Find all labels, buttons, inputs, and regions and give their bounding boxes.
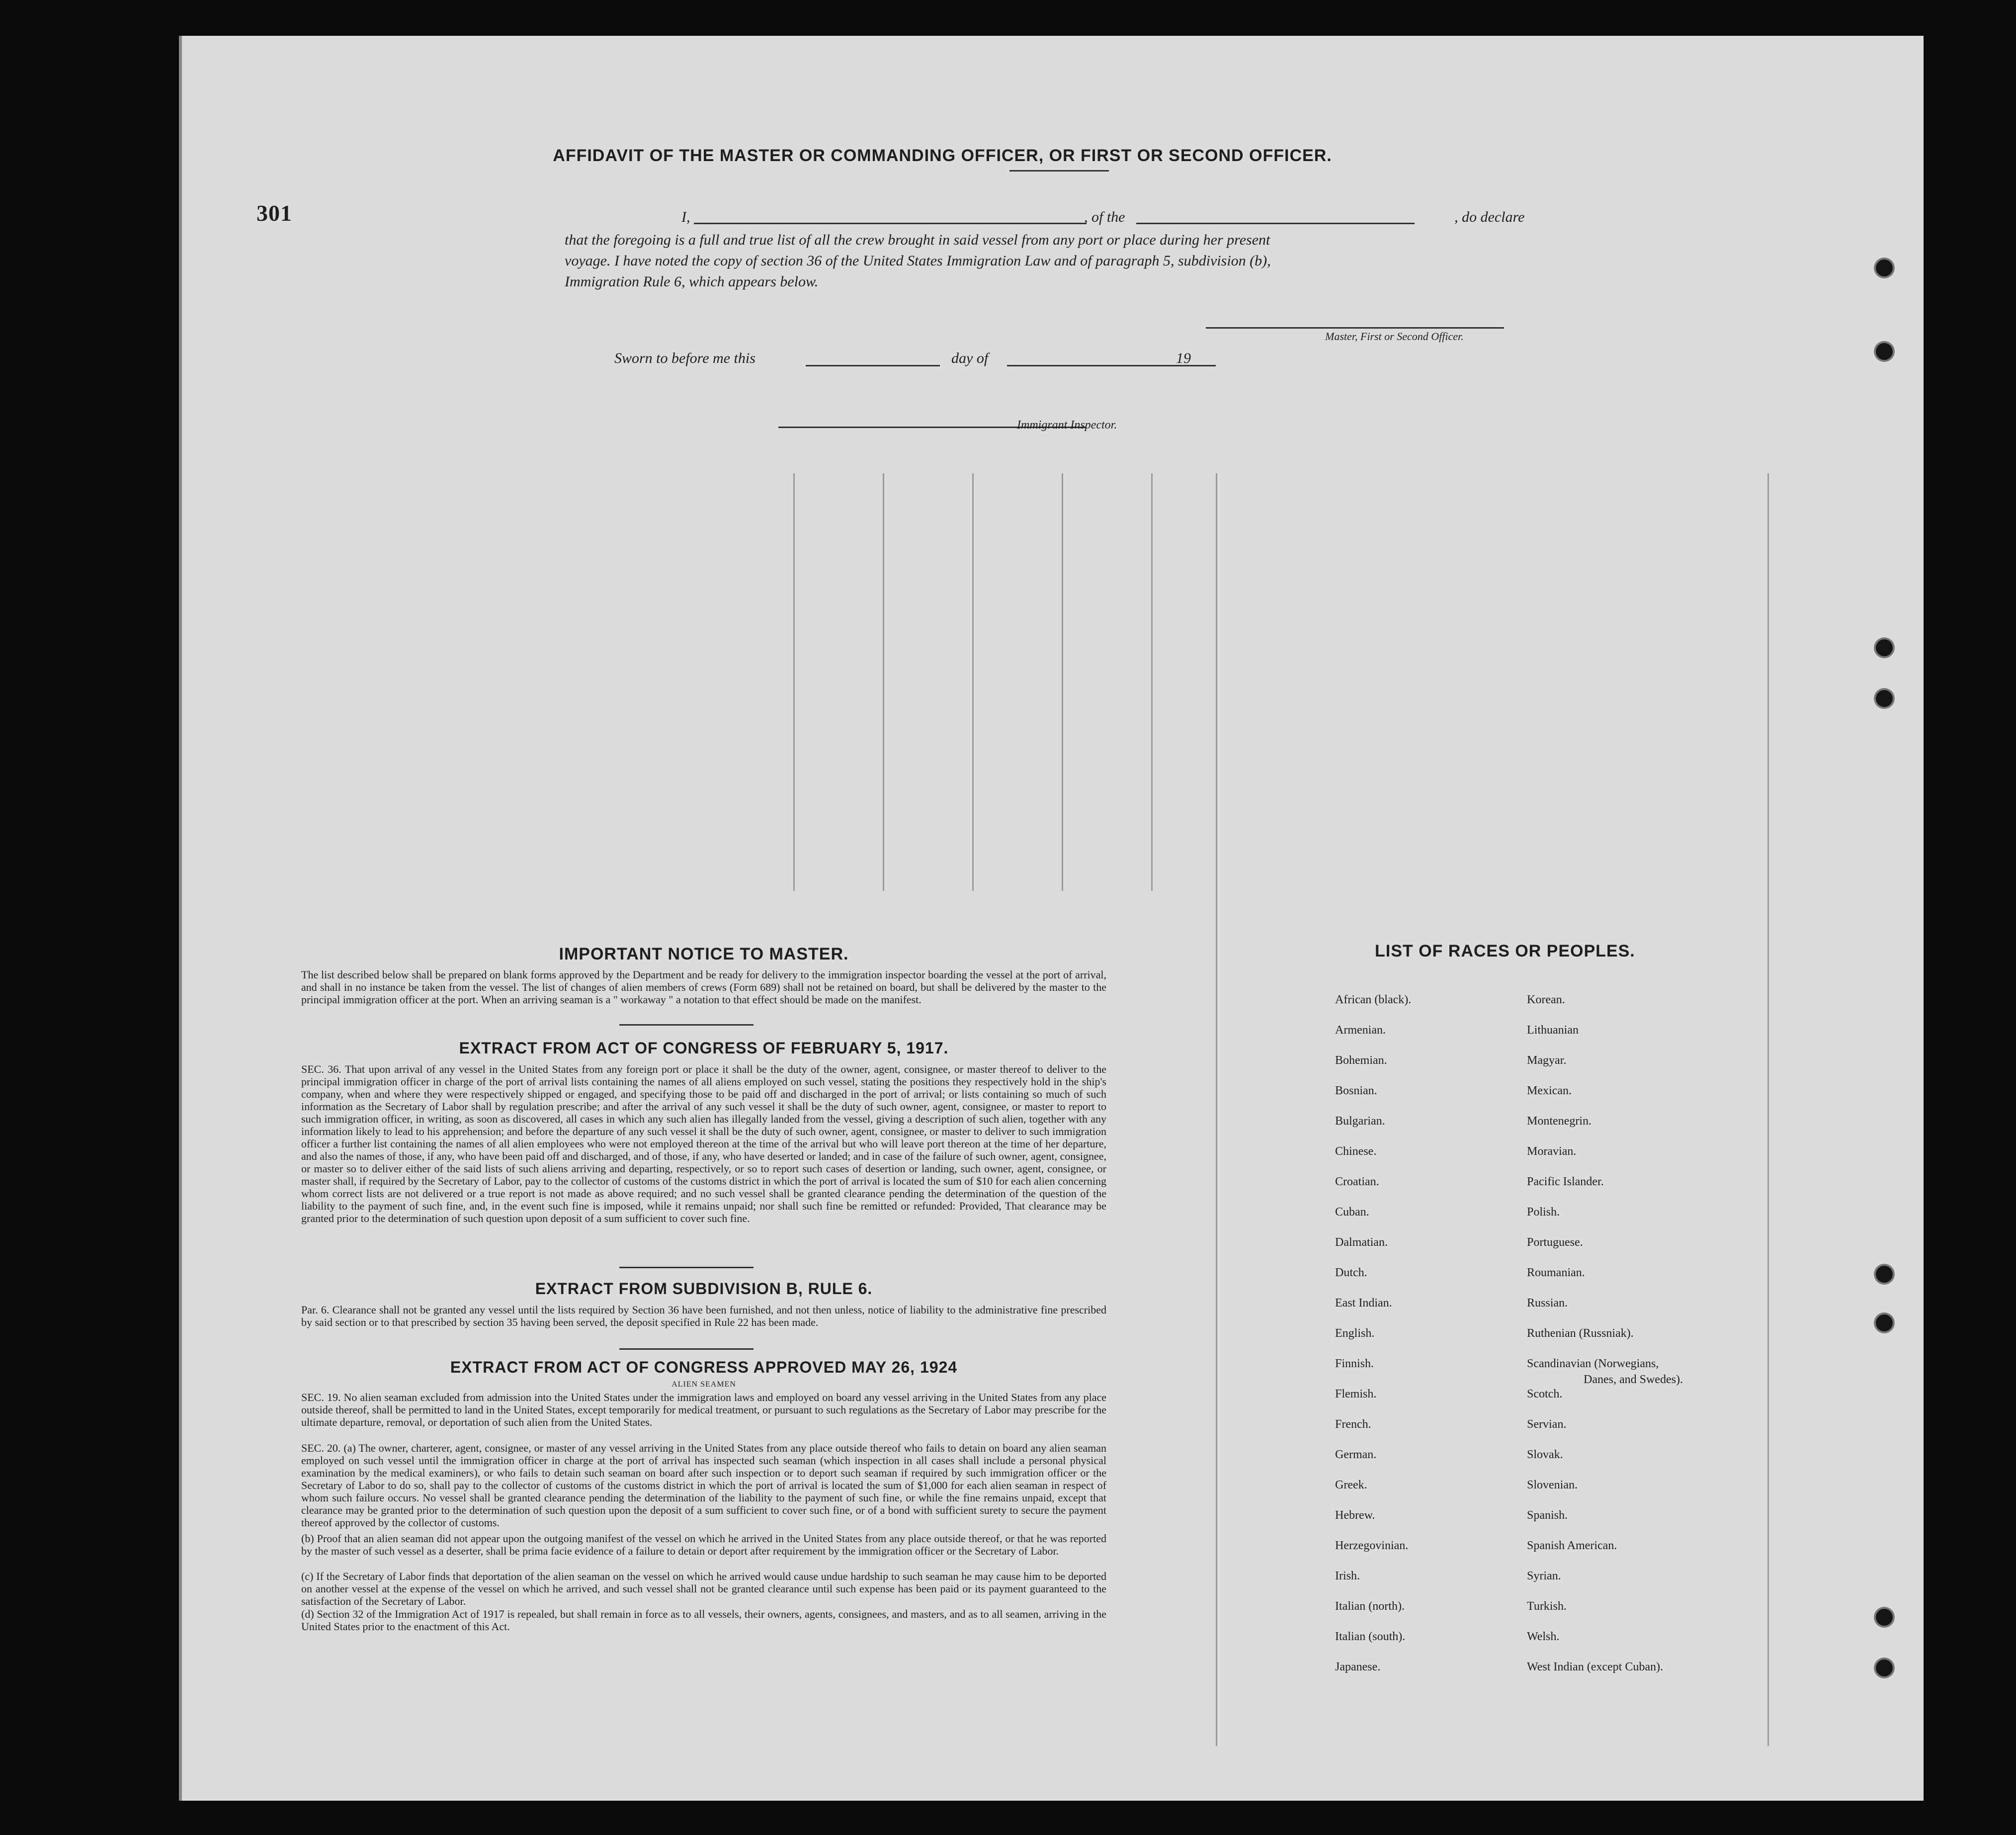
race-item: Italian (north).	[1335, 1600, 1405, 1613]
race-item: Russian.	[1527, 1297, 1568, 1310]
race-item: Finnish.	[1335, 1357, 1374, 1370]
inspector-caption: Immigrant Inspector.	[1017, 419, 1117, 432]
extract-1924-sec19: SEC. 19. No alien seaman excluded from admission into the United States under the immigration laws and employed on board any vessel arriving in the United States from any place outside thereof, shall be permitted to land in the United States, except temporarily for medical treatment, or pursuant to such regulations as the Secretary of Labor may prescribe for the ultimate departure, removal, or deportation of such alien from the United States.	[301, 1391, 1106, 1428]
race-item: Bosnian.	[1335, 1084, 1377, 1097]
race-item: Slovenian.	[1527, 1479, 1578, 1491]
binder-hole	[1876, 1266, 1893, 1283]
column-rule	[972, 473, 974, 891]
races-title: LIST OF RACES OR PEOPLES.	[1375, 942, 1635, 961]
column-rule	[1151, 473, 1153, 891]
extract-rule6-text: Par. 6. Clearance shall not be granted any vessel until the lists required by Section 36 have been furnished, and not then unless, notice of liability to the administrative fine prescribed by said section or to that prescribed by section 35 having been served, the deposit specified in Rule 22 has been made.	[301, 1304, 1106, 1328]
column-rule	[793, 473, 795, 891]
race-item: English.	[1335, 1327, 1375, 1340]
race-item: Italian (south).	[1335, 1630, 1406, 1643]
race-item: Mexican.	[1527, 1084, 1572, 1097]
binder-hole	[1876, 260, 1893, 276]
binder-hole	[1876, 1660, 1893, 1676]
race-item-continuation: Danes, and Swedes).	[1584, 1373, 1683, 1386]
vessel-name-line	[1136, 223, 1415, 224]
binder-hole	[1876, 1314, 1893, 1331]
extract-1924-sec20d: (d) Section 32 of the Immigration Act of 1917 is repealed, but shall remain in force as to all vessels, their owners, agents, consignees, and masters, and as to all seamen, arriving in the United States prior to the enactment of this Act.	[301, 1608, 1106, 1633]
race-item: Armenian.	[1335, 1024, 1386, 1037]
sworn-prefix: Sworn to before me this	[614, 350, 756, 366]
race-item: Roumanian.	[1527, 1266, 1585, 1279]
race-item: West Indian (except Cuban).	[1527, 1660, 1663, 1673]
extract-1924-sec20c: (c) If the Secretary of Labor finds that deportation of the alien seaman on the vessel on which he arrived would cause undue hardship to such seaman he may cause him to be deported on another vessel at the expense of the vessel on which he arrived, and such vessel shall not be granted clearance until such expense has been paid or its payment guaranteed to the satisfaction of the Secretary of Labor.	[301, 1570, 1106, 1607]
extract-1924-subtitle: ALIEN SEAMEN	[672, 1380, 736, 1389]
race-item: Servian.	[1527, 1418, 1567, 1431]
sworn-year: 19	[1176, 350, 1191, 366]
race-item: Irish.	[1335, 1570, 1360, 1582]
affidavit-line-3: voyage. I have noted the copy of section 36 of the United States Immigration Law and of paragraph 5, subdivision (b),	[565, 253, 1271, 269]
race-item: Dalmatian.	[1335, 1236, 1388, 1249]
race-item: East Indian.	[1335, 1297, 1392, 1310]
race-item: Magyar.	[1527, 1054, 1567, 1067]
sheet-number: 301	[256, 200, 292, 226]
extract-1924-title: EXTRACT FROM ACT OF CONGRESS APPROVED MAY 26, 1924	[450, 1358, 958, 1376]
extract-1924-sec20a: SEC. 20. (a) The owner, charterer, agent, consignee, or master of any vessel arriving in the United States from any place outside thereof who fails to detain on board any alien seaman employed on such vessel until the immigration officer in charge at the port of arrival has inspected such seaman (which inspection in all cases shall include a personal physical examination by the medical examiners), or who fails to detain such seaman on board after such inspection or to deport such seaman if required by such immigration officer or the Secretary of Labor to do so, shall pay to the collector of customs of the customs district in which the port of arrival is located the sum of $1,000 for each alien seaman in respect of whom such failure occurs. No vessel shall be granted clearance pending the determination of the liability to the payment of such fine, or while the fine remains unpaid, except that clearance may be granted prior to the determination of such question upon the deposit of a sum sufficient to cover such fine, or of a bond with sufficient surety to secure the payment thereof approved by the collector of customs.	[301, 1442, 1106, 1529]
sworn-day-line	[806, 365, 940, 366]
affidavit-of-the: , of the	[1084, 209, 1125, 225]
race-item: Japanese.	[1335, 1660, 1381, 1673]
race-item: Lithuanian	[1527, 1024, 1579, 1037]
race-item: Moravian.	[1527, 1145, 1577, 1158]
race-item: Scotch.	[1527, 1388, 1563, 1400]
race-item: Cuban.	[1335, 1206, 1369, 1219]
race-item: Slovak.	[1527, 1448, 1563, 1461]
race-item: Syrian.	[1527, 1570, 1561, 1582]
race-item: Herzegovinian.	[1335, 1539, 1409, 1552]
section-rule	[619, 1348, 754, 1350]
column-rule	[1216, 473, 1217, 1746]
race-item: German.	[1335, 1448, 1377, 1461]
column-rule	[1767, 473, 1769, 1746]
race-item: Montenegrin.	[1527, 1115, 1592, 1128]
binder-hole	[1876, 639, 1893, 656]
section-rule	[619, 1024, 754, 1026]
race-item: Ruthenian (Russniak).	[1527, 1327, 1634, 1340]
race-item: Bohemian.	[1335, 1054, 1387, 1067]
title-underline	[1009, 170, 1109, 172]
race-item: Dutch.	[1335, 1266, 1367, 1279]
race-item: Welsh.	[1527, 1630, 1560, 1643]
notice-text: The list described below shall be prepared on blank forms approved by the Department and be ready for delivery to the immigration inspector boarding the vessel at the port of arrival, and shall in no instance be taken from the vessel. The list of changes of alien members of crews (Form 689) shall not be retained on board, but shall be delivered by the master to the principal immigration officer at the port. When an arriving seaman is a " workaway " a notation to that effect should be made on the manifest.	[301, 968, 1106, 1006]
race-item: Flemish.	[1335, 1388, 1377, 1400]
extract-1917-title: EXTRACT FROM ACT OF CONGRESS OF FEBRUARY 5, 1917.	[459, 1039, 949, 1057]
extract-rule6-title: EXTRACT FROM SUBDIVISION B, RULE 6.	[535, 1280, 873, 1298]
affidavit-i-label: I,	[681, 209, 690, 225]
race-item: Hebrew.	[1335, 1509, 1375, 1522]
binder-hole	[1876, 343, 1893, 360]
affidavit-line-2: that the foregoing is a full and true list of all the crew brought in said vessel from any port or place during her present	[565, 232, 1270, 248]
race-item: Pacific Islander.	[1527, 1175, 1604, 1188]
race-item: Greek.	[1335, 1479, 1367, 1491]
signature-line	[1206, 327, 1504, 329]
notice-title: IMPORTANT NOTICE TO MASTER.	[559, 945, 849, 963]
affidavit-do-declare: , do declare	[1454, 209, 1525, 225]
race-item: Spanish.	[1527, 1509, 1568, 1522]
race-item: Portuguese.	[1527, 1236, 1583, 1249]
column-rule	[1062, 473, 1063, 891]
sworn-day-of: day of	[951, 350, 989, 366]
signature-caption: Master, First or Second Officer.	[1325, 330, 1464, 343]
declarant-name-line	[694, 223, 1087, 224]
race-item: African (black).	[1335, 993, 1412, 1006]
race-item: Korean.	[1527, 993, 1565, 1006]
race-item: Bulgarian.	[1335, 1115, 1385, 1128]
race-item: Spanish American.	[1527, 1539, 1617, 1552]
race-item: Chinese.	[1335, 1145, 1377, 1158]
extract-1924-sec20b: (b) Proof that an alien seaman did not appear upon the outgoing manifest of the vessel on which he arrived in the United States from any place outside thereof, or that he was reported by the master of such vessel as a deserter, shall be prima facie evidence of a failure to detain or deport after requirement by the immigration officer or the Secretary of Labor.	[301, 1532, 1106, 1557]
column-rule	[883, 473, 884, 891]
race-item: Polish.	[1527, 1206, 1560, 1219]
document-page	[179, 36, 1924, 1801]
extract-1917-text: SEC. 36. That upon arrival of any vessel in the United States from any foreign port or place it shall be the duty of the owner, agent, consignee, or master thereof to deliver to the principal immigration officer in charge of the port of arrival lists containing the names of all aliens employed on such vessel, stating the positions they respectively hold in the ship's company, when and where they were respectively shipped or engaged, and specifying those to be paid off and discharged in the port of arrival; or lists containing so much of such information as the Secretary of Labor shall by regulation prescribe; and after the arrival of any such vessel it shall be the duty of such owner, agent, consignee, or master to report to such immigration officer, in writing, as soon as discovered, all cases in which any such alien has illegally landed from the vessel, giving a description of such alien, together with any information likely to lead to his apprehension; and before the departure of any such vessel it shall be the duty of such owner, agent, consignee, or master to deliver to such immigration officer a further list containing the names of all alien employees who were not employed thereon at the time of the arrival but who will leave port thereon at the time of her departure, and also the names of those, if any, who have been paid off and discharged, and of those, if any, who have deserted or landed; and in case of the failure of such owner, agent, consignee, or master so to deliver either of the said lists of such aliens arriving and departing, respectively, or so to report such cases of desertion or landing, such owner, agent, consignee, or master shall, if required by the Secretary of Labor, pay to the collector of customs of the customs district in which the port of arrival is located the sum of $10 for each alien concerning whom correct lists are not delivered or a true report is not made as above required; and no such vessel shall be granted clearance pending the determination of the question of the liability to the payment of such fine, and, in the event such fine is imposed, while it remains unpaid; nor shall such fine be remitted or refunded: Provided, That clearance may be granted prior to the determination of such question upon deposit of a sum sufficient to cover such fine.	[301, 1063, 1106, 1224]
race-item: Scandinavian (Norwegians,	[1527, 1357, 1659, 1370]
race-item: Turkish.	[1527, 1600, 1567, 1613]
affidavit-title: AFFIDAVIT OF THE MASTER OR COMMANDING OFFICER, OR FIRST OR SECOND OFFICER.	[553, 146, 1332, 165]
binder-hole	[1876, 1609, 1893, 1626]
affidavit-line-4: Immigration Rule 6, which appears below.	[565, 273, 819, 290]
race-item: Croatian.	[1335, 1175, 1379, 1188]
race-item: French.	[1335, 1418, 1371, 1431]
binder-hole	[1876, 690, 1893, 707]
section-rule	[619, 1267, 754, 1268]
